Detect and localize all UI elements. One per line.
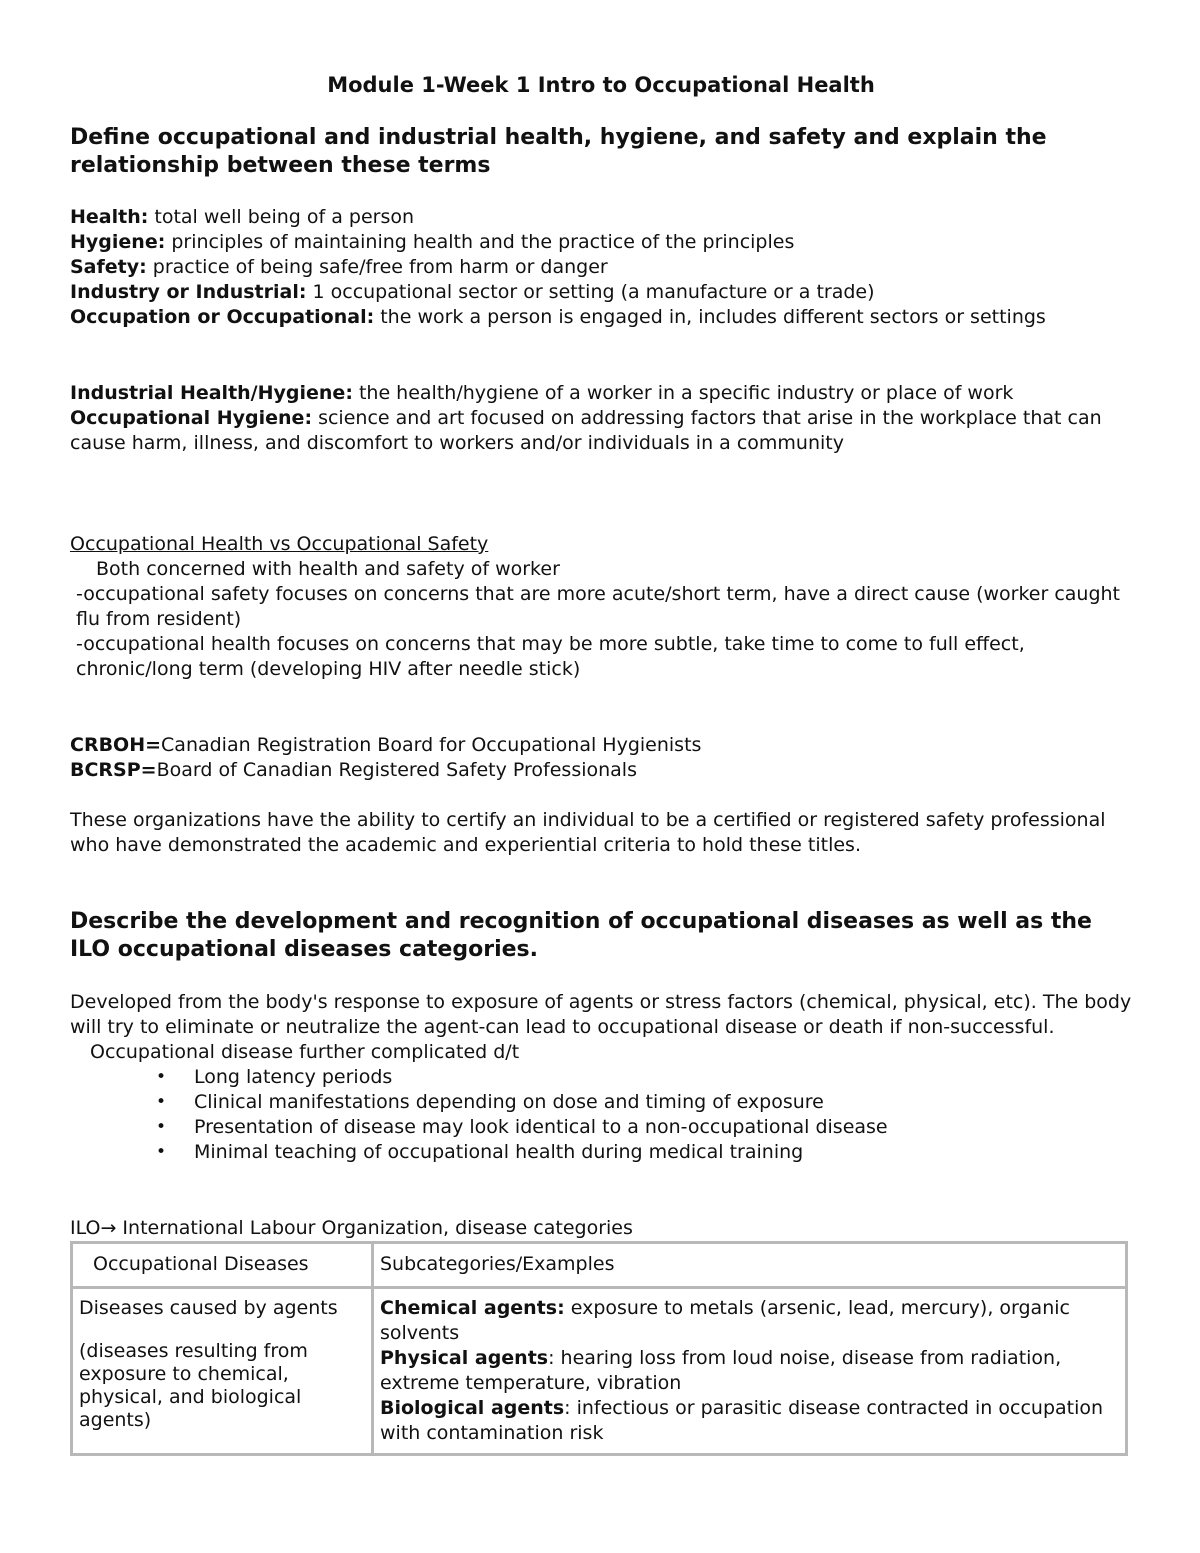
definition-hygiene: Hygiene: principles of maintaining health and the practice of the principles [70,231,795,253]
diseases-intro [70,990,1132,1165]
definition-safety: Safety: practice of being safe/free from harm or danger [70,256,608,278]
category-name: Diseases caused by agents [79,1297,338,1319]
list-item: • Long latency periods [156,1066,393,1088]
definitions-list [70,205,1132,330]
complicated-line: Occupational disease further complicated d/t [90,1041,520,1063]
definition-industrial: Industry or Industrial: 1 occupational sector or setting (a manufacture or a trade) [70,281,875,303]
definition-health: Health: total well being of a person [70,206,415,228]
bullet-icon: • [156,1142,167,1162]
bullet-icon: • [156,1092,167,1112]
comparison-line: Both concerned with health and safety of worker [96,558,560,580]
comparison-line: -occupational health focuses on concerns that may be more subtle, take time to come to full effect, chronic/long term (developing HIV after needle stick) [76,633,1025,680]
example-physical: Physical agents: hearing loss from loud noise, disease from radiation, extreme temperature, vibration [380,1347,1062,1394]
health-vs-safety [70,532,1132,682]
table-cell-examples [373,1288,1127,1455]
section-heading-definitions: Define occupational and industrial health, hygiene, and safety and explain the relationship between these terms [70,125,1047,178]
table-row [72,1288,1127,1455]
bullet-icon: • [156,1117,167,1137]
comparison-line: -occupational safety focuses on concerns that are more acute/short term, have a direct cause (worker caught flu from resident) [76,583,1121,630]
organizations-note: These organizations have the ability to certify an individual to be a certified or registered safety professional who have demonstrated the academic and experiential criteria to hold these titles. [70,809,1106,856]
definition-industrial-hygiene: Industrial Health/Hygiene: the health/hygiene of a worker in a specific industry or place of work [70,382,1014,404]
list-item: • Minimal teaching of occupational health during medical training [156,1141,804,1163]
table-cell-category [72,1288,373,1455]
list-item: • Clinical manifestations depending on dose and timing of exposure [156,1091,824,1113]
example-biological: Biological agents: infectious or parasitic disease contracted in occupation with contamination risk [380,1397,1104,1444]
organizations [70,733,1132,783]
page-title: Module 1-Week 1 Intro to Occupational Health [327,73,875,97]
bullet-icon: • [156,1067,167,1087]
intro-paragraph: Developed from the body's response to exposure of agents or stress factors (chemical, physical, etc). The body will try to eliminate or neutralize the agent-can lead to occupational disease or death if non-successful. [70,991,1132,1038]
list-item: • Presentation of disease may look identical to a non-occupational disease [156,1116,888,1138]
org-crboh: CRBOH=Canadian Registration Board for Occupational Hygienists [70,734,702,756]
ilo-disease-table [70,1241,1128,1456]
example-chemical: Chemical agents: exposure to metals (arsenic, lead, mercury), organic solvents [380,1297,1070,1344]
org-bcrsp: BCRSP=Board of Canadian Registered Safety Professionals [70,759,637,781]
table-header-cell: Occupational Diseases [72,1243,373,1288]
section-heading-diseases: Describe the development and recognition of occupational diseases as well as the ILO occupational diseases categories. [70,909,1092,962]
comparison-title: Occupational Health vs Occupational Safety [70,533,489,555]
complication-list [70,1065,1132,1165]
category-note: (diseases resulting from exposure to chemical, physical, and biological agents) [79,1340,308,1431]
ilo-caption: ILO→ International Labour Organization, disease categories [70,1217,633,1239]
table-header-cell: Subcategories/Examples [373,1243,1127,1288]
table-header-row [72,1243,1127,1288]
definition-occupational-hygiene: Occupational Hygiene: science and art focused on addressing factors that arise in the workplace that can cause harm, illness, and discomfort to workers and/or individuals in a community [70,407,1102,454]
definitions-list-2 [70,381,1132,456]
definition-occupational: Occupation or Occupational: the work a person is engaged in, includes different sectors or settings [70,306,1046,328]
